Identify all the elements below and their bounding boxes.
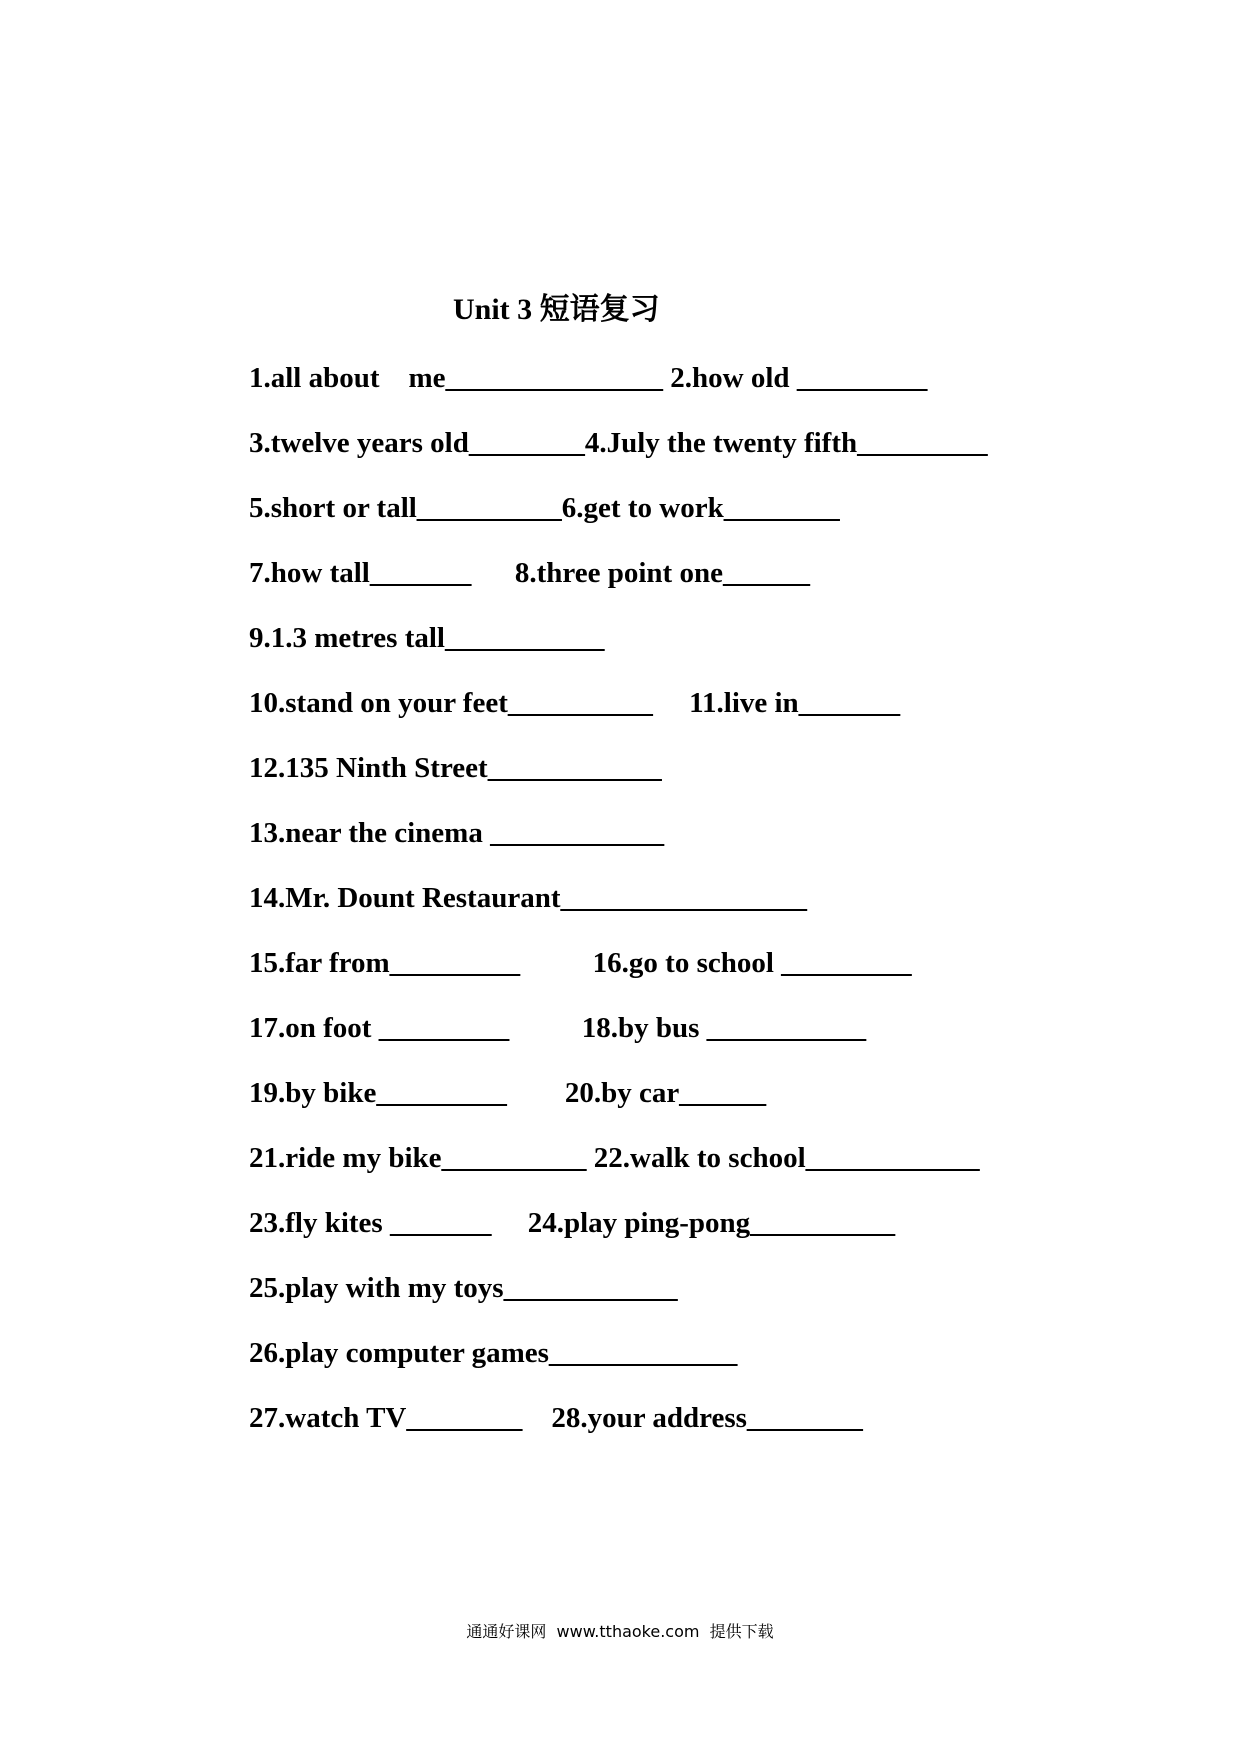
phrase-line-16: 26.play computer games_____________ bbox=[249, 1337, 738, 1369]
phrase-list bbox=[249, 356, 1129, 1461]
phrase-line-8: 13.near the cinema ____________ bbox=[249, 817, 665, 849]
phrase-line-10: 15.far from_________ 16.go to school _________ bbox=[249, 947, 912, 979]
worksheet-title: Unit 3 短语复习 bbox=[453, 293, 660, 326]
phrase-line-3: 5.short or tall__________6.get to work________ bbox=[249, 492, 840, 524]
phrase-line-17: 27.watch TV________ 28.your address________ bbox=[249, 1402, 863, 1434]
phrase-line-5: 9.1.3 metres tall___________ bbox=[249, 622, 605, 654]
phrase-line-13: 21.ride my bike__________ 22.walk to school____________ bbox=[249, 1142, 980, 1174]
phrase-line-4: 7.how tall_______ 8.three point one______ bbox=[249, 557, 810, 589]
phrase-line-15: 25.play with my toys____________ bbox=[249, 1272, 678, 1304]
phrase-line-12: 19.by bike_________ 20.by car______ bbox=[249, 1077, 767, 1109]
phrase-line-1: 1.all about me_______________ 2.how old _________ bbox=[249, 362, 928, 394]
phrase-line-2: 3.twelve years old________4.July the twenty fifth_________ bbox=[249, 427, 988, 459]
phrase-line-11: 17.on foot _________ 18.by bus ___________ bbox=[249, 1012, 867, 1044]
phrase-line-6: 10.stand on your feet__________ 11.live in_______ bbox=[249, 687, 901, 719]
phrase-line-9: 14.Mr. Dount Restaurant_________________ bbox=[249, 882, 807, 914]
footer-credit: 通通好课网 www.tthaoke.com 提供下载 bbox=[466, 1622, 774, 1641]
phrase-line-14: 23.fly kites _______ 24.play ping-pong__________ bbox=[249, 1207, 896, 1239]
phrase-line-7: 12.135 Ninth Street____________ bbox=[249, 752, 662, 784]
